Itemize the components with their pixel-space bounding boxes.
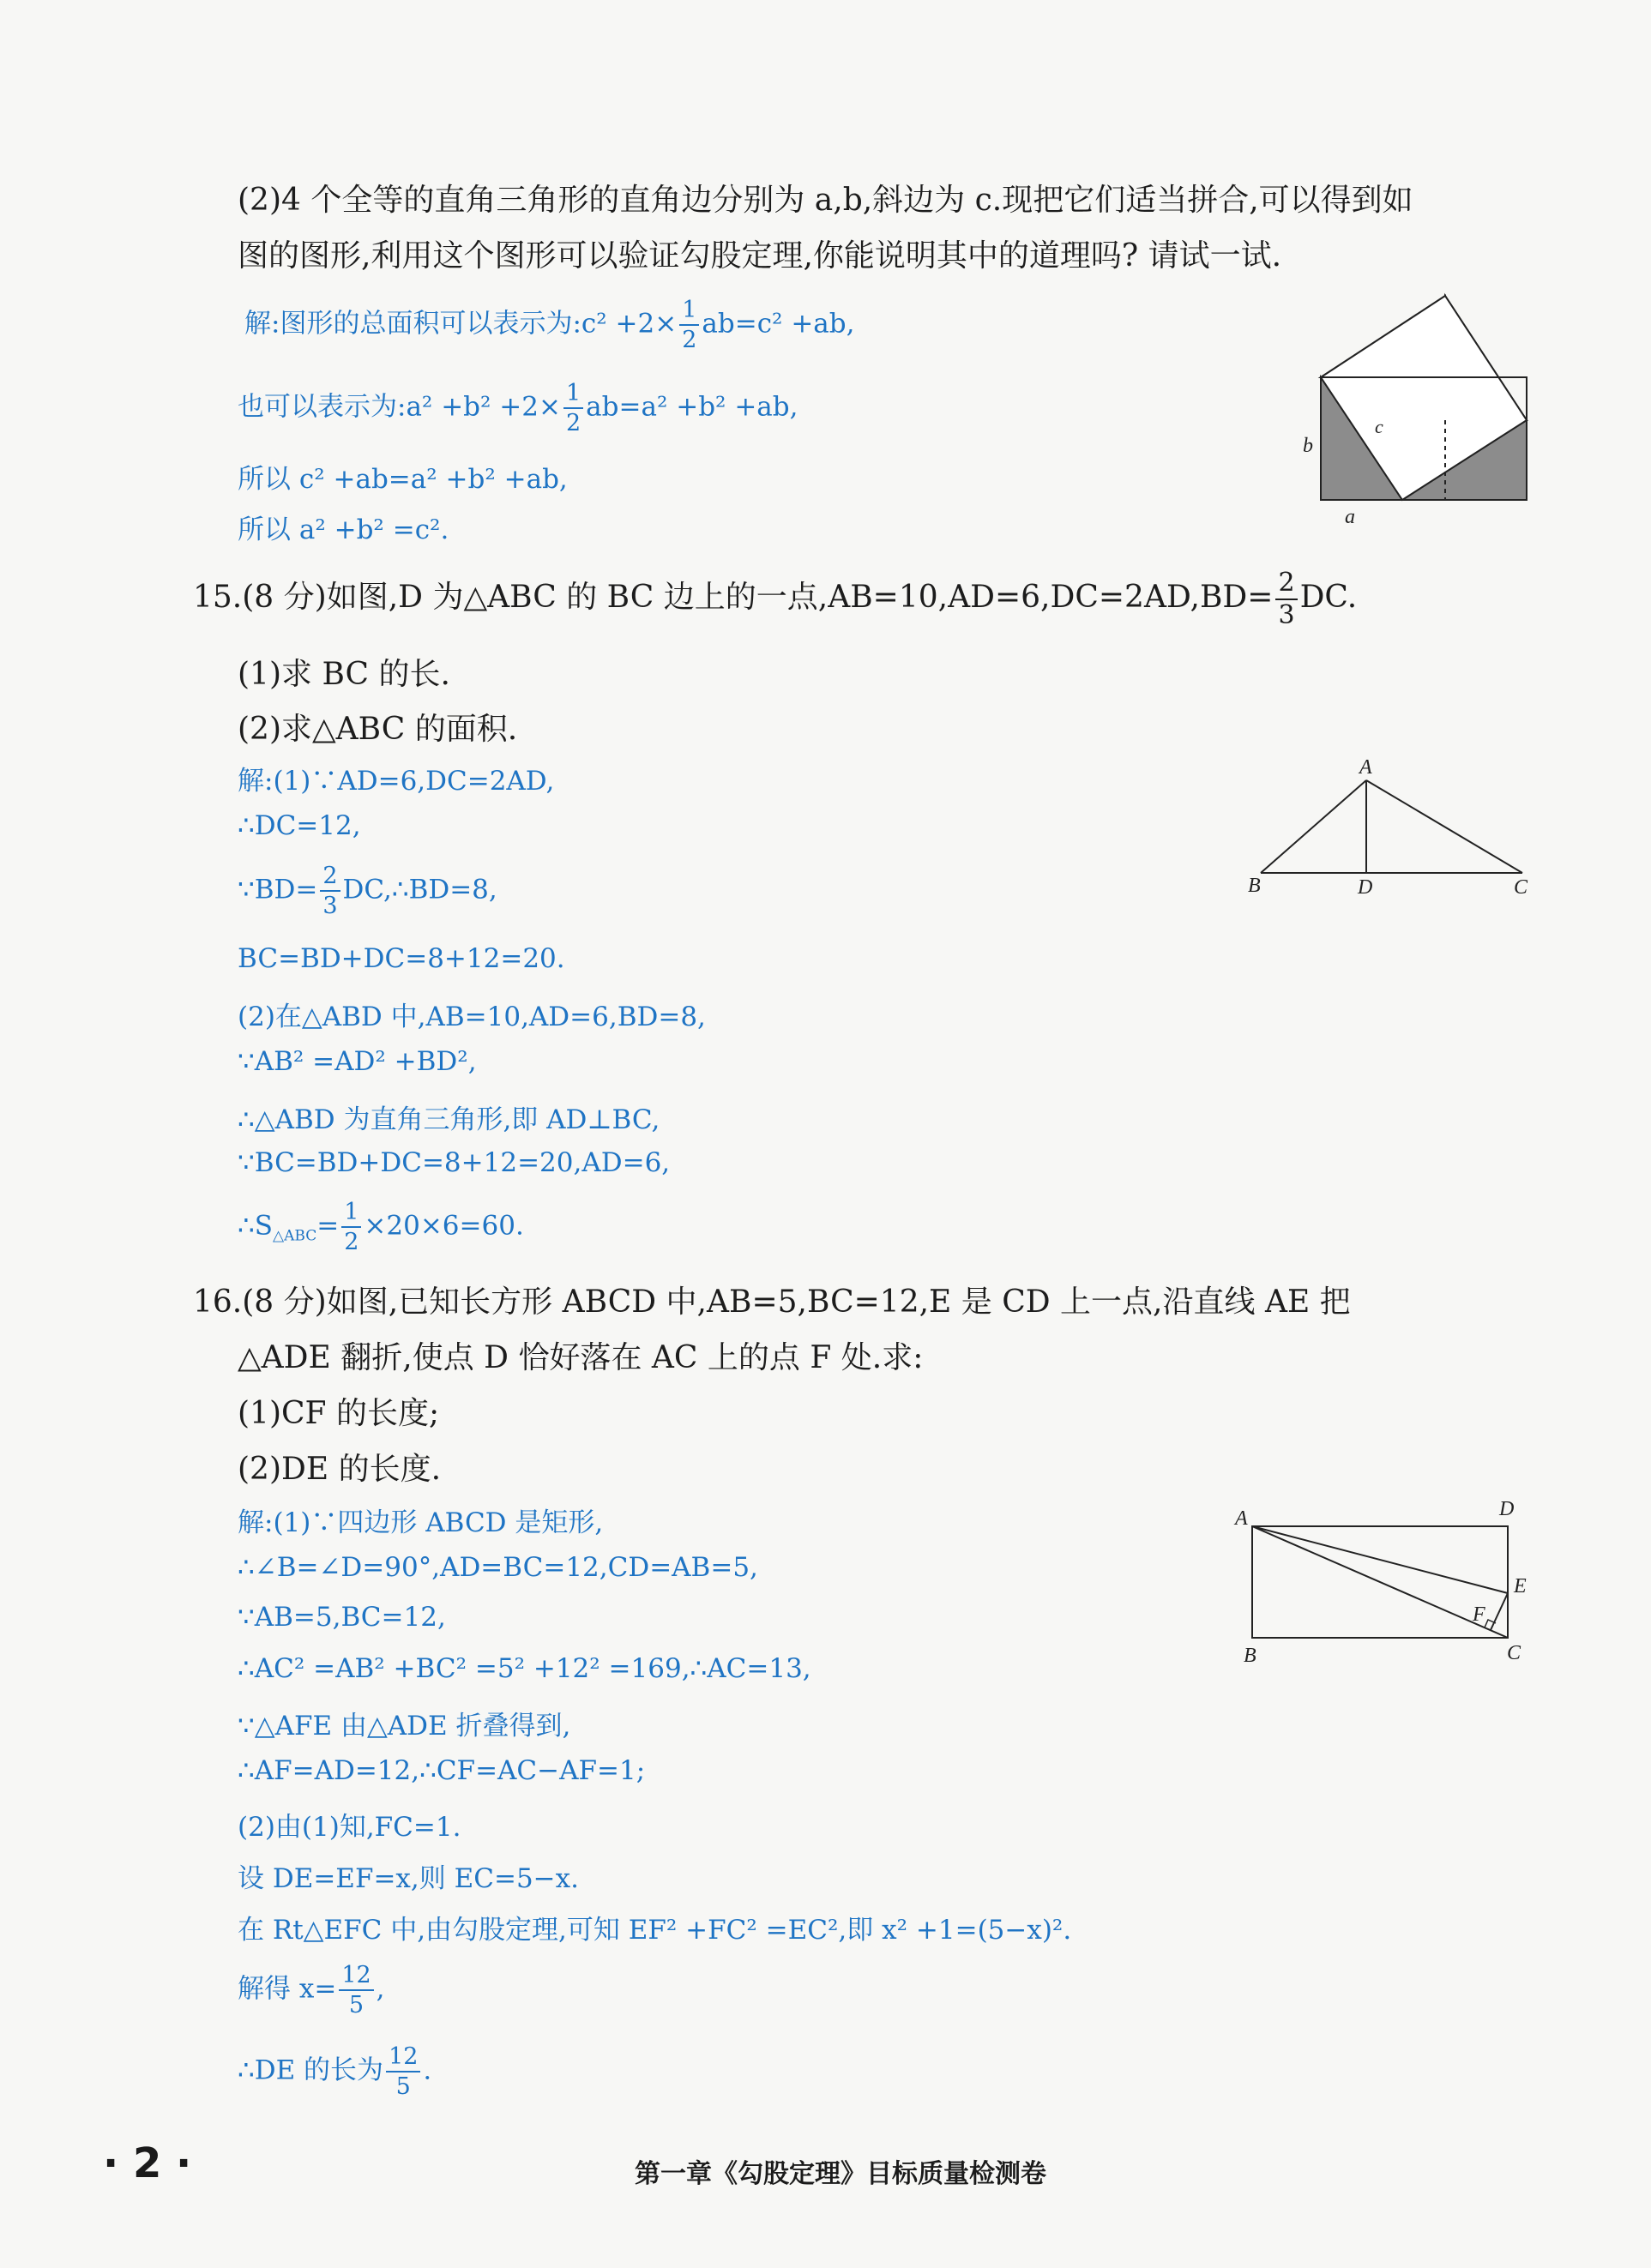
fraction-half: $\frac{1}{2}$	[341, 1200, 361, 1254]
fig-line-ef	[1491, 1593, 1508, 1630]
fig-label-c: c	[1375, 416, 1383, 437]
q16-sol-8: 设 DE=EF=x,则 EC=5−x.	[238, 1863, 579, 1894]
q15-sol-bd-b: DC,∴BD=8,	[342, 874, 497, 905]
q15-sol-area-b: =	[316, 1210, 340, 1242]
page-number: · 2 ·	[103, 2139, 192, 2187]
fig-line-ae	[1252, 1526, 1508, 1593]
q14-solution-line3: 所以 c² +ab=a² +b² +ab,	[238, 464, 568, 495]
q14-solution-line4: 所以 a² +b² =c².	[238, 514, 449, 545]
fig-label-C: C	[1507, 1642, 1521, 1664]
q15-sol-6: ∵AB² =AD² +BD²,	[238, 1046, 477, 1077]
q15-stem	[193, 570, 1357, 629]
q16-sol-3: ∵AB=5,BC=12,	[238, 1602, 446, 1633]
fig-label-a: a	[1345, 506, 1355, 527]
q16-sol-x-b: ,	[376, 1973, 385, 2005]
q15-sol-5: (2)在△ABD 中,AB=10,AD=6,BD=8,	[238, 1002, 706, 1032]
q15-sol-1: 解:(1)∵AD=6,DC=2AD,	[238, 766, 555, 797]
q14-sol-1b: ab=c² +ab,	[702, 308, 855, 340]
q14-part2-line1: (2)4 个全等的直角三角形的直角边分别为 a,b,斜边为 c.现把它们适当拼合,可以得到如	[238, 183, 1413, 218]
q15-sol-bd	[238, 864, 497, 917]
q15-sol-4: BC=BD+DC=8+12=20.	[238, 943, 565, 974]
q16-sol-4: ∴AC² =AB² +BC² =5² +12² =169,∴AC=13,	[238, 1653, 811, 1684]
q16-sol-de	[238, 2045, 431, 2098]
q16-sol-7: (2)由(1)知,FC=1.	[238, 1812, 461, 1843]
q16-stem-line1: 16.(8 分)如图,已知长方形 ABCD 中,AB=5,BC=12,E 是 CD 上一点,沿直线 AE 把	[193, 1284, 1351, 1320]
q15-sol-7: ∴△ABD 为直角三角形,即 AD⊥BC,	[238, 1104, 660, 1135]
q15-stem-b: DC.	[1299, 580, 1358, 615]
q15-stem-a: 15.(8 分)如图,D 为△ABC 的 BC 边上的一点,AB=10,AD=6,DC=2AD,BD=	[193, 580, 1274, 615]
q16-part2: (2)DE 的长度.	[238, 1452, 442, 1487]
q14-solution-line2	[238, 382, 798, 435]
footer-title: 第一章《勾股定理》目标质量检测卷	[635, 2159, 1046, 2189]
fraction-two-thirds: $\frac{2}{3}$	[1275, 570, 1297, 629]
q16-sol-x	[238, 1964, 385, 2017]
fig-label-A: A	[1359, 756, 1372, 779]
q15-part1: (1)求 BC 的长.	[238, 657, 450, 692]
q16-sol-1: 解:(1)∵四边形 ABCD 是矩形,	[238, 1507, 604, 1538]
q16-sol-x-a: 解得 x=	[238, 1973, 337, 2005]
fig-label-B: B	[1244, 1645, 1256, 1667]
q16-sol-5: ∵△AFE 由△ADE 折叠得到,	[238, 1711, 571, 1742]
fig-label-D: D	[1358, 876, 1373, 899]
q16-stem-line2: △ADE 翻折,使点 D 恰好落在 AC 上的点 F 处.求:	[238, 1340, 924, 1375]
q16-part1: (1)CF 的长度;	[238, 1396, 440, 1431]
q16-sol-2: ∴∠B=∠D=90°,AD=BC=12,CD=AB=5,	[238, 1552, 758, 1583]
q15-sol-8: ∵BC=BD+DC=8+12=20,AD=6,	[238, 1147, 671, 1178]
q15-figure	[1235, 755, 1535, 909]
fraction-two-thirds: $\frac{2}{3}$	[320, 864, 340, 917]
q16-sol-de-a: ∴DE 的长为	[238, 2054, 384, 2086]
q15-sol-area	[238, 1200, 524, 1254]
q16-figure	[1222, 1496, 1540, 1676]
q14-solution-line1	[244, 298, 855, 352]
q15-sol-2: ∴DC=12,	[238, 810, 361, 841]
fig-label-F: F	[1473, 1603, 1485, 1626]
q16-sol-6: ∴AF=AD=12,∴CF=AC−AF=1;	[238, 1755, 646, 1786]
q15-sol-area-sub: △ABC	[272, 1227, 317, 1245]
fraction-half: $\frac{1}{2}$	[679, 298, 699, 352]
q14-sol-1a: 解:图形的总面积可以表示为:c² +2×	[244, 308, 678, 340]
fig-line-ac	[1252, 1526, 1508, 1638]
q14-figure	[1299, 287, 1540, 527]
fig-label-E: E	[1514, 1575, 1527, 1597]
q15-part2: (2)求△ABC 的面积.	[238, 712, 518, 747]
fig-label-b: b	[1303, 435, 1313, 457]
q14-sol-2a: 也可以表示为:a² +b² +2×	[238, 391, 561, 423]
fig-label-D: D	[1499, 1498, 1515, 1520]
q16-sol-9: 在 Rt△EFC 中,由勾股定理,可知 EF² +FC² =EC²,即 x² +1=(5−x)².	[238, 1915, 1072, 1946]
q16-sol-de-b: .	[423, 2054, 432, 2086]
fig-label-B: B	[1248, 875, 1261, 897]
q14-sol-2b: ab=a² +b² +ab,	[586, 391, 798, 423]
fraction-twelve-fifths: $\frac{12}{5}$	[339, 1964, 373, 2017]
fig-label-A: A	[1235, 1507, 1248, 1530]
q14-part2-line2: 图的图形,利用这个图形可以验证勾股定理,你能说明其中的道理吗? 请试一试.	[238, 238, 1282, 274]
fig-label-C: C	[1514, 876, 1528, 899]
q15-sol-bd-a: ∵BD=	[238, 874, 318, 905]
fig-line-ac	[1366, 780, 1522, 873]
fraction-twelve-fifths: $\frac{12}{5}$	[386, 2045, 420, 2098]
q15-sol-area-c: ×20×6=60.	[364, 1210, 524, 1242]
q15-sol-area-a: ∴S	[238, 1210, 273, 1242]
fraction-half: $\frac{1}{2}$	[563, 382, 583, 435]
fig-line-ab	[1261, 780, 1366, 873]
